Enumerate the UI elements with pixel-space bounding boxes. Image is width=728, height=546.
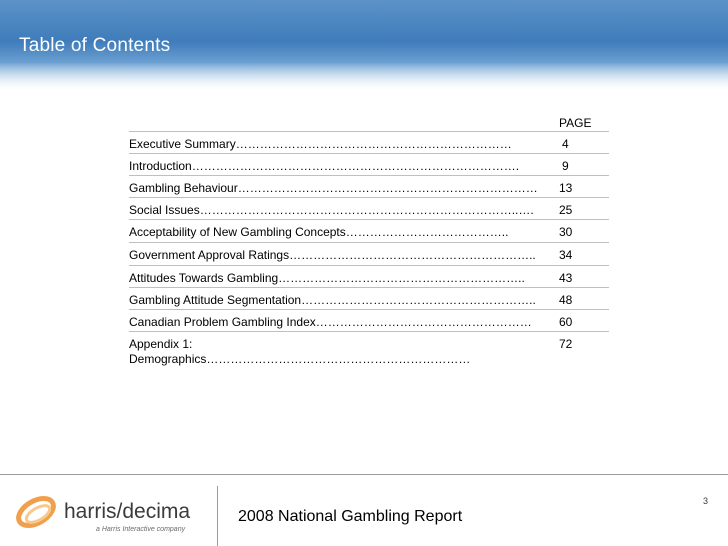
toc-row [129,242,609,265]
toc-entry-label: Acceptability of New Gambling Concepts………………………………….. [129,225,509,239]
toc-entry-label: Attitudes Towards Gambling…………………………………………………….. [129,271,525,285]
toc-row [129,197,609,219]
logo-wordmark: harris/decima [64,500,191,523]
report-title: 2008 National Gambling Report [238,508,463,525]
toc-row [129,287,609,309]
footer-separator [217,486,218,546]
toc-entry-page: 9 [562,159,569,173]
toc-entry-page: 72 [559,337,573,351]
toc-entry-page: 60 [559,315,573,329]
slide-number: 3 [703,496,709,506]
toc-entry-page: 48 [559,293,573,307]
harris-decima-swirl-icon [14,492,60,538]
toc-entry-label: Introduction………………………………………………………………………. [129,159,520,173]
toc-row [129,219,609,242]
toc-row [129,265,609,287]
toc-entry-page: 4 [562,137,569,151]
table-of-contents [129,131,609,368]
toc-entry-label: Gambling Behaviour………………………………………………………………… [129,181,538,195]
toc-entry-label-line1: Appendix 1: [129,337,193,351]
company-logo [14,492,214,538]
footer-divider [0,474,728,475]
header-gradient [0,62,728,92]
toc-entry-page: 13 [559,181,573,195]
toc-entry-page: 43 [559,271,573,285]
toc-entry-page: 34 [559,248,573,262]
page-title: Table of Contents [19,35,171,56]
logo-tagline: a Harris Interactive company [96,526,186,533]
toc-entry-label: Canadian Problem Gambling Index……………………………………………… [129,315,532,329]
page-column-header: PAGE [559,116,592,130]
toc-entry-label-line2: Demographics………………………………………………………… [129,352,471,366]
toc-entry-page: 25 [559,203,573,217]
toc-entry-label: Social Issues……………………………………………………………………..…. [129,203,534,217]
toc-row [129,175,609,197]
toc-entry-label: Gambling Attitude Segmentation………………………………………………….. [129,293,536,307]
toc-entry-label [129,337,549,367]
toc-row [129,309,609,331]
toc-row [129,153,609,175]
toc-row [129,131,609,153]
toc-row [129,331,609,368]
toc-entry-label: Executive Summary…………………………………………………………… [129,137,512,151]
toc-entry-page: 30 [559,225,573,239]
toc-entry-label: Government Approval Ratings…………………………………………………….. [129,248,536,262]
